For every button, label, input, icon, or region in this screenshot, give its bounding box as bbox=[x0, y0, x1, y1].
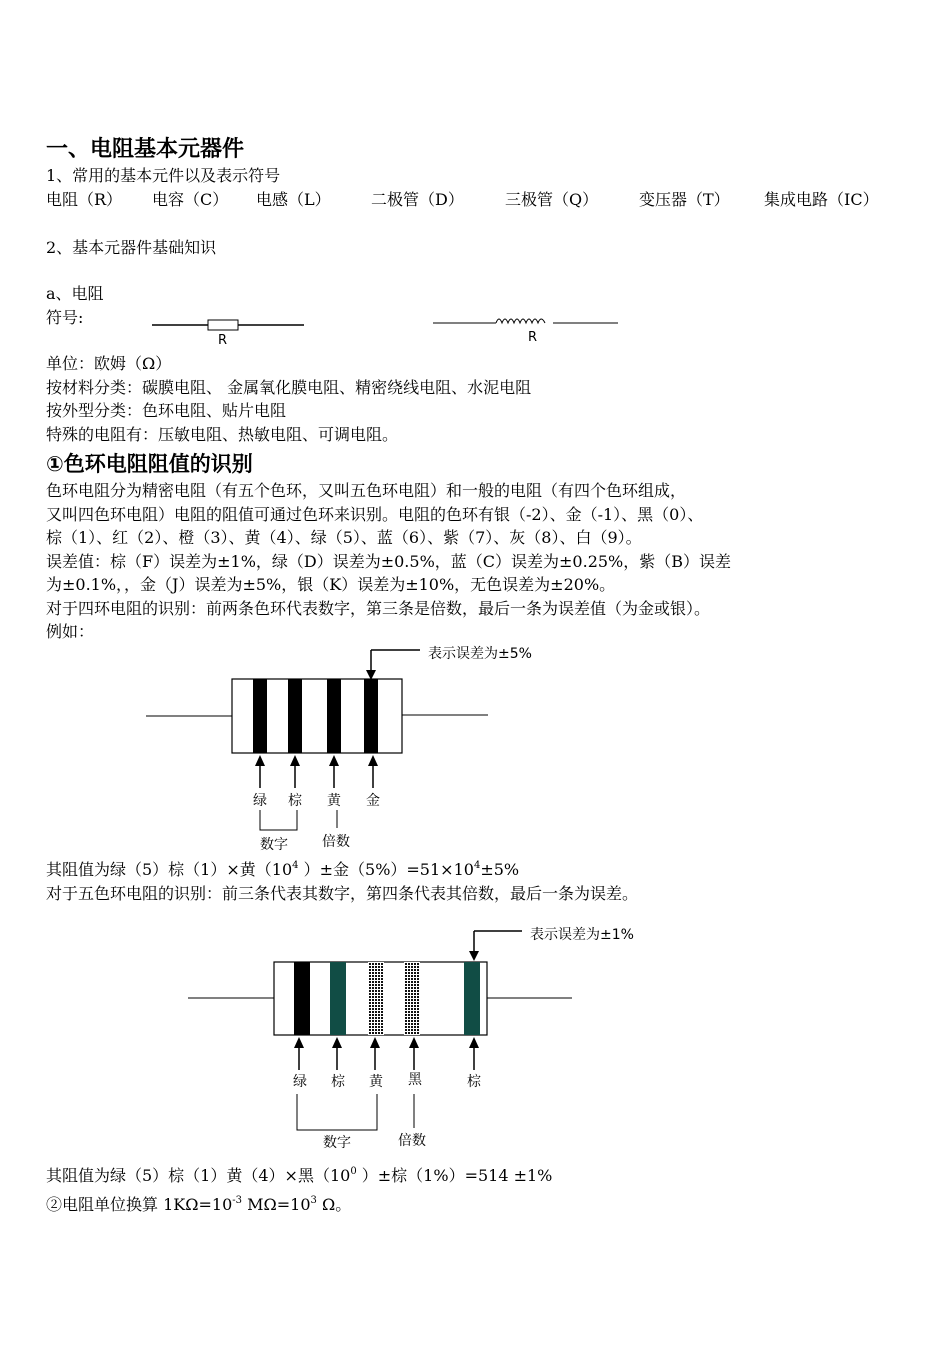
band-label: 金 bbox=[366, 793, 380, 809]
band-label: 棕 bbox=[288, 793, 302, 809]
paragraph-line: 为±0.1%，，金（J）误差为±5%，银（K）误差为±10%，无色误差为±20%。 bbox=[46, 575, 616, 594]
band-brown-tolerance bbox=[464, 962, 480, 1035]
unit-line: 单位：欧姆（Ω） bbox=[46, 354, 172, 373]
component-inductor: 电感（L） bbox=[256, 190, 331, 209]
symbol-r2-label: R bbox=[528, 330, 538, 345]
component-ic: 集成电路（IC） bbox=[764, 190, 879, 209]
paragraph-line: 棕（1）、红（2）、橙（3）、黄（4）、绿（5）、蓝（6）、紫（7）、灰（8）、白（9）。 bbox=[46, 528, 642, 547]
multiplier-label: 倍数 bbox=[322, 834, 350, 850]
component-resistor: 电阻（R） bbox=[46, 190, 123, 209]
multiplier-label: 倍数 bbox=[398, 1133, 426, 1149]
subheading-basics: 2、基本元器件基础知识 bbox=[46, 238, 217, 257]
symbol-r1-label: R bbox=[218, 333, 228, 348]
band-label: 黄 bbox=[369, 1074, 383, 1090]
band-yellow bbox=[368, 962, 384, 1035]
unit-conversion: ②电阻单位换算 $1K\Omega=10^{-3}$ $M\Omega=10^3$ Ω。 bbox=[46, 1195, 352, 1214]
section-title: 一、电阻基本元器件 bbox=[46, 137, 245, 162]
digits-label: 数字 bbox=[323, 1135, 351, 1151]
paragraph-line: 误差值：棕（F）误差为±1%，绿（D）误差为±0.5%，蓝（C）误差为±0.25%，紫（B）误差 bbox=[46, 552, 732, 571]
component-transformer: 变压器（T） bbox=[639, 190, 730, 209]
color-band-title: ①色环电阻阻值的识别 bbox=[46, 452, 253, 476]
four-band-formula: 其阻值为绿（5）棕（1）×黄（$10^4$ ）±金$(5\%)=51\times 10^4\pm 5\%$ bbox=[46, 860, 520, 879]
band-label: 棕 bbox=[331, 1074, 345, 1090]
band-label: 棕 bbox=[467, 1074, 481, 1090]
band-label: 绿 bbox=[253, 793, 267, 809]
band-brown bbox=[330, 962, 346, 1035]
band-black bbox=[404, 962, 420, 1035]
component-capacitor: 电容（C） bbox=[152, 190, 229, 209]
five-band-intro: 对于五色环电阻的识别：前三条代表其数字，第四条代表其倍数，最后一条为误差。 bbox=[46, 884, 639, 903]
paragraph-line: 例如： bbox=[46, 622, 95, 641]
subheading-resistor: a、电阻 bbox=[46, 284, 104, 303]
material-line: 按材料分类：碳膜电阻、 金属氧化膜电阻、精密绕线电阻、水泥电阻 bbox=[46, 378, 532, 397]
subheading-common-components: 1、常用的基本元件以及表示符号 bbox=[46, 166, 281, 185]
digits-label: 数字 bbox=[260, 837, 288, 853]
five-band-formula: 其阻值为绿（5）棕（1）黄（4）×黑（$10^0$ ）±棕（1%）=514 ±1% bbox=[46, 1166, 553, 1185]
band-green bbox=[294, 962, 310, 1035]
four-band-tolerance-note: 表示误差为±5% bbox=[428, 646, 532, 662]
shape-line: 按外型分类：色环电阻、贴片电阻 bbox=[46, 401, 287, 420]
paragraph-line: 对于四环电阻的识别：前两条色环代表数字，第三条是倍数，最后一条为误差值（为金或银）。 bbox=[46, 599, 711, 618]
special-line: 特殊的电阻有：压敏电阻、热敏电阻、可调电阻。 bbox=[46, 425, 399, 444]
band-label: 绿 bbox=[293, 1074, 307, 1090]
component-transistor: 三极管（Q） bbox=[505, 190, 599, 209]
band-label: 黑 bbox=[408, 1072, 422, 1088]
paragraph-line: 色环电阻分为精密电阻（有五个色环，又叫五色环电阻）和一般的电阻（有四个色环组成， bbox=[46, 481, 687, 500]
paragraph-line: 又叫四色环电阻）电阻的阻值可通过色环来识别。电阻的色环有银（-2）、金（-1）、黑（0）、 bbox=[46, 505, 704, 524]
five-band-tolerance-note: 表示误差为±1% bbox=[530, 927, 634, 943]
symbol-label: 符号: bbox=[46, 308, 84, 327]
band-label: 黄 bbox=[327, 793, 341, 809]
component-diode: 二极管（D） bbox=[371, 190, 464, 209]
